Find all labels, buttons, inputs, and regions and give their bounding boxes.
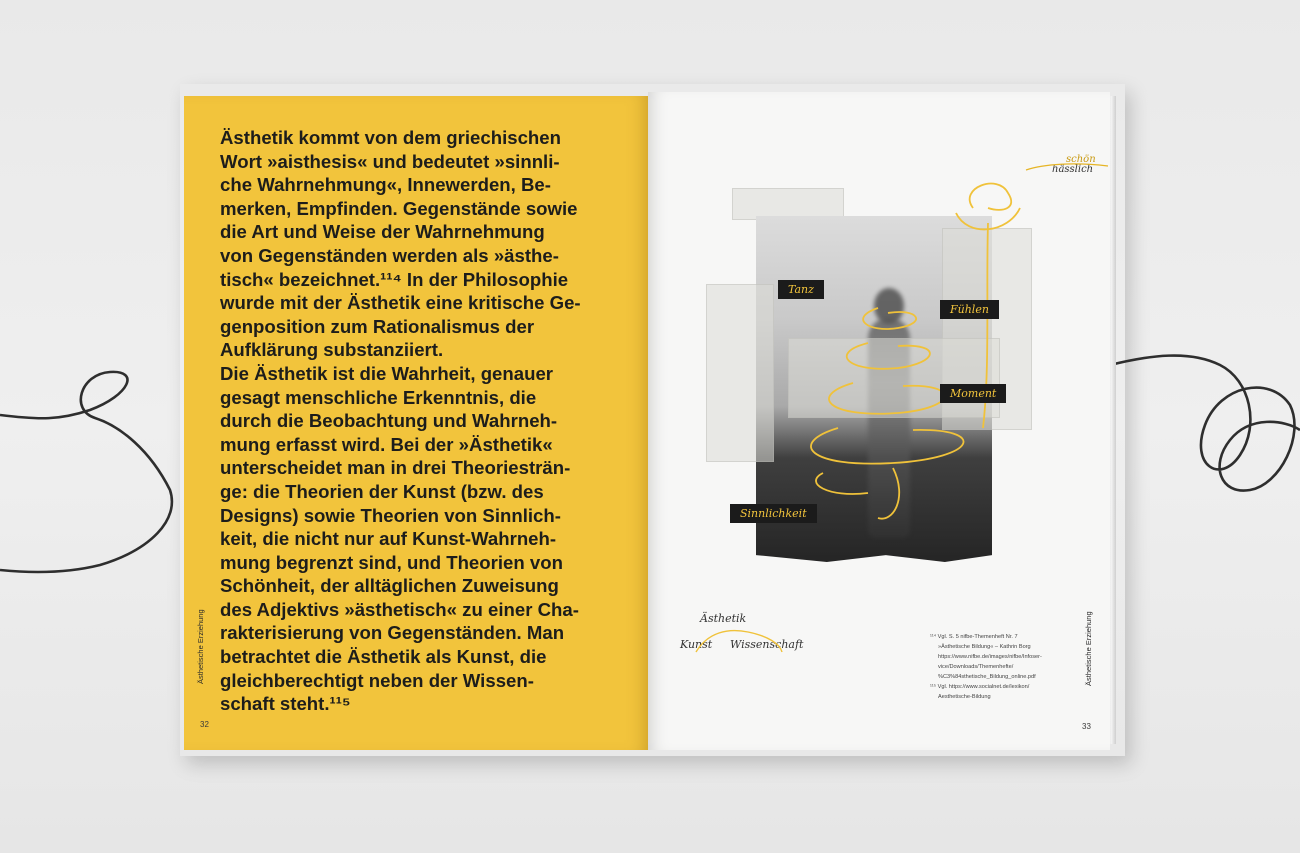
footnotes: [930, 632, 1070, 702]
photo-collage: [728, 188, 1028, 568]
body-text: Ästhetik kommt von dem griechischen Wort »aisthesis« und bedeutet »sinnli- che Wahrnehmung«, Innewerden, Be- merken, Empfinden. Gegenstände sowie die Art und Weise der Wahrnehmung von Gegenständen werden als »ästhe- tisch« bezeichnet.¹¹⁴ In der Philosophie wurde mit der Ästhetik eine kritische Ge- genposition zum Rationalismus der Aufklärung substanziiert. Die Ästhetik ist die Wahrheit, genauer gesagt menschliche Erkenntnis, die durch die Beobachtung und Wahrneh- mung erfasst wird. Bei der »Ästhetik« unterscheidet man in drei Theoriesträn- ge: die Theorien der Kunst (bzw. des Designs) sowie Theorien von Sinnlich- keit, die nicht nur auf Kunst-Wahrneh- mung begrenzt sind, und Theorien von Schönheit, der alltäglichen Zuweisung des Adjektivs »ästhetisch« zu einer Cha- rakterisierung von Gegenständen. Man betrachtet die Ästhetik als Kunst, die gleichberechtigt neben der Wissen- schaft steht.¹¹⁵: [220, 127, 581, 715]
footnote-line: %C3%84sthetische_Bildung_online.pdf: [938, 674, 1036, 680]
page-number-left: 32: [200, 720, 209, 729]
tag-sinnlichkeit: Sinnlichkeit: [730, 504, 817, 523]
footnote-line: ¹¹⁴ Vgl. S. 5 nifbe-Themenheft Nr. 7: [930, 634, 1018, 640]
diagram-aesthetik: Ästhetik: [700, 612, 747, 625]
footnote-line: Aesthetische-Bildung: [938, 694, 991, 700]
side-label-right: Ästhetische Erziehung: [1084, 611, 1093, 686]
tag-moment: Moment: [940, 384, 1006, 403]
tag-tanz: Tanz: [778, 280, 824, 299]
diagram-wissenschaft: Wissenschaft: [730, 638, 804, 651]
right-page: [648, 92, 1110, 750]
binding-thread-left: [0, 360, 190, 590]
footnote-line: »Ästhetische Bildung« – Kathrin Borg: [938, 644, 1031, 650]
word-schoen: schön: [1066, 154, 1096, 165]
diagram-arc: [688, 622, 788, 658]
page-number-right: 33: [1082, 722, 1091, 731]
binding-thread-right: [1110, 345, 1300, 505]
word-haesslich: hässlich: [1052, 164, 1094, 175]
yellow-spiral-drawing: [728, 168, 1038, 548]
side-label-left: Ästhetische Erziehung: [196, 609, 205, 684]
footnote-line: ¹¹⁵ Vgl. https://www.socialnet.de/lexikon/: [930, 684, 1030, 690]
footnote-line: vice/Downloads/Themenhefte/: [938, 664, 1014, 670]
footnote-line: https://www.nifbe.de/images/nifbe/Infoser-: [938, 654, 1042, 660]
left-page: [184, 96, 648, 750]
diagram-kunst: Kunst: [680, 638, 713, 651]
tag-fuehlen: Fühlen: [940, 300, 999, 319]
